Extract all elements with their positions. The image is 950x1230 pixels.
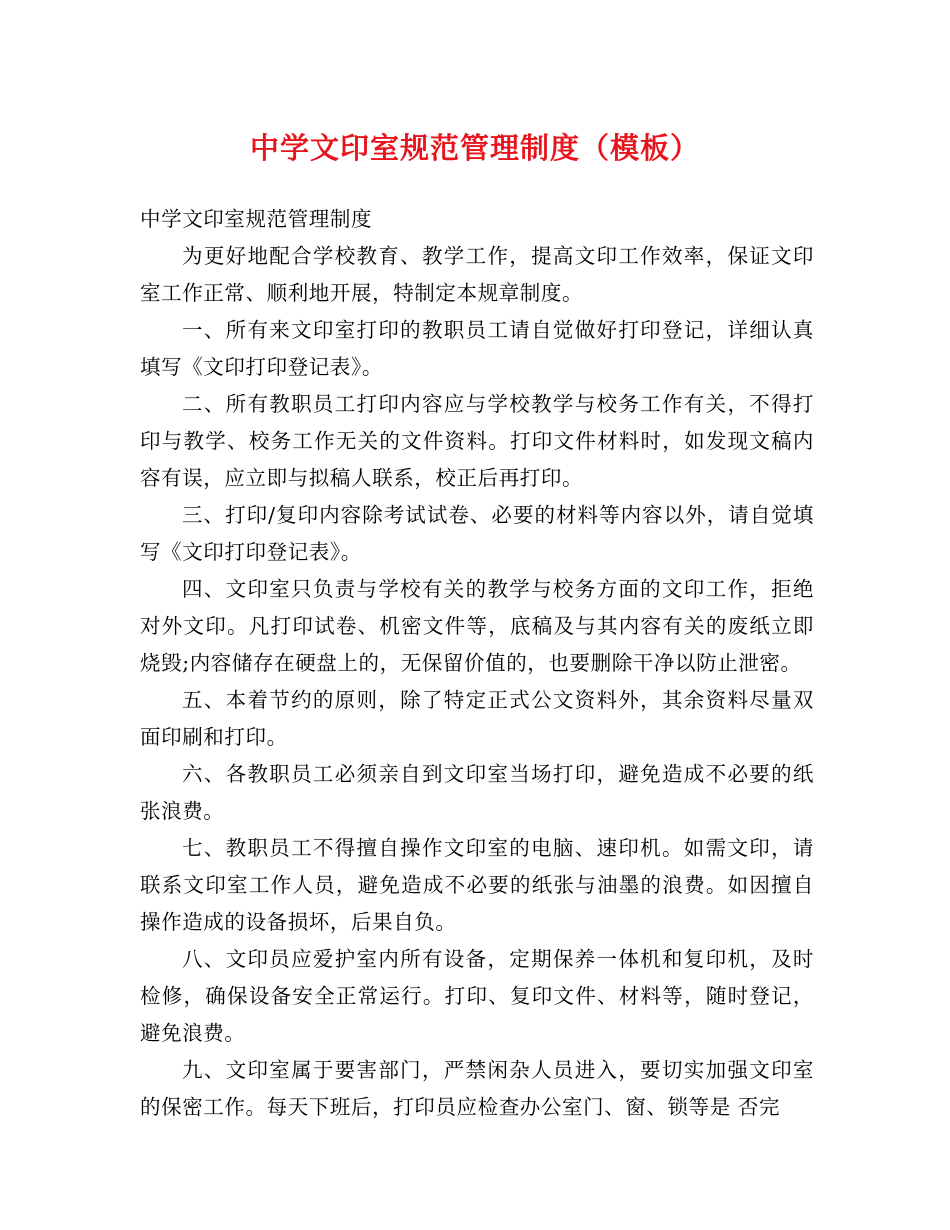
paragraph-rule-5: 五、本着节约的原则，除了特定正式公文资料外，其余资料尽量双面印刷和打印。 <box>140 688 814 749</box>
document-title: 中学文印室规范管理制度（模板） <box>249 131 700 165</box>
document-body <box>140 201 814 1126</box>
paragraph-rule-9: 九、文印室属于要害部门，严禁闲杂人员进入，要切实加强文印室的保密工作。每天下班后，打印员应检查办公室门、窗、锁等是 否完 <box>140 1058 814 1119</box>
paragraph-rule-3: 三、打印/复印内容除考试试卷、必要的材料等内容以外，请自觉填写《文印打印登记表》。 <box>140 503 814 564</box>
paragraph-rule-4: 四、文印室只负责与学校有关的教学与校务方面的文印工作，拒绝对外文印。凡打印试卷、机密文件等，底稿及与其内容有关的废纸立即烧毁;内容储存在硬盘上的，无保留价值的，也要删除干净以防止泄密。 <box>140 577 814 675</box>
document-subtitle: 中学文印室规范管理制度 <box>140 207 373 231</box>
paragraph-rule-2: 二、所有教职员工打印内容应与学校教学与校务工作有关，不得打印与教学、校务工作无关的文件资料。打印文件材料时，如发现文稿内容有误，应立即与拟稿人联系，校正后再打印。 <box>140 392 814 490</box>
paragraph-rule-8: 八、文印员应爱护室内所有设备，定期保养一体机和复印机，及时检修，确保设备安全正常运行。打印、复印文件、材料等，随时登记，避免浪费。 <box>140 947 814 1045</box>
paragraph-rule-6: 六、各教职员工必须亲自到文印室当场打印，避免造成不必要的纸张浪费。 <box>140 762 814 823</box>
paragraph-intro: 为更好地配合学校教育、教学工作，提高文印工作效率，保证文印室工作正常、顺利地开展，特制定本规章制度。 <box>140 244 814 305</box>
paragraph-rule-7: 七、教职员工不得擅自操作文印室的电脑、速印机。如需文印，请联系文印室工作人员，避免造成不必要的纸张与油墨的浪费。如因擅自操作造成的设备损坏，后果自负。 <box>140 836 814 934</box>
paragraph-rule-1: 一、所有来文印室打印的教职员工请自觉做好打印登记，详细认真填写《文印打印登记表》。 <box>140 318 814 379</box>
